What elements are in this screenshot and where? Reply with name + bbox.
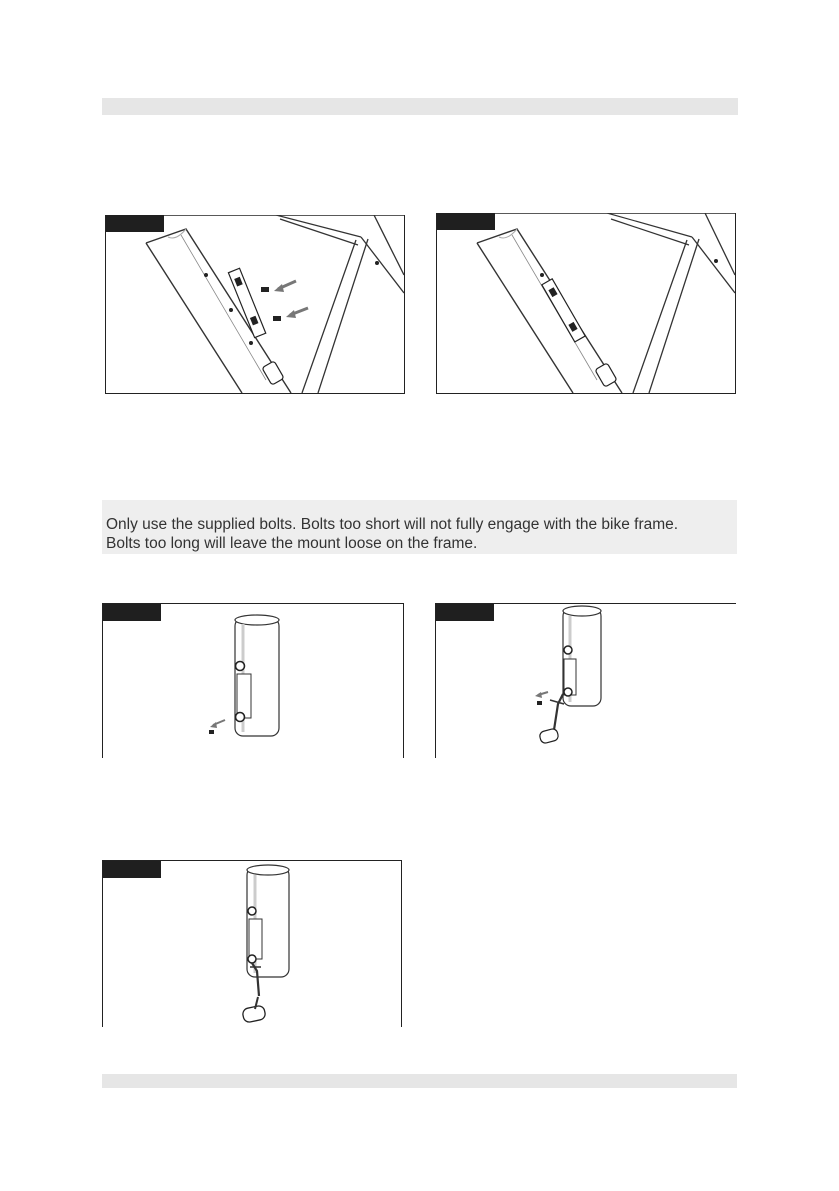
note-line-2: Bolts too long will leave the mount loose on the frame.: [106, 535, 478, 552]
figure-1-illustration: [106, 215, 404, 393]
figure-2-illustration: [437, 213, 735, 393]
footer-bar: [102, 1074, 737, 1088]
figure-4-illustration: [436, 604, 736, 758]
figure-5: [102, 860, 402, 1027]
figure-1: [105, 215, 405, 394]
figure-3: [102, 603, 404, 758]
note-line-1: Only use the supplied bolts. Bolts too short will not fully engage with the bike frame.: [106, 516, 679, 533]
header-bar: [102, 98, 738, 115]
figure-4: [435, 603, 736, 758]
figure-3-illustration: [103, 604, 403, 758]
figure-5-illustration: [103, 861, 401, 1027]
figure-2: [436, 213, 736, 394]
bolt-warning-note: [102, 500, 737, 554]
